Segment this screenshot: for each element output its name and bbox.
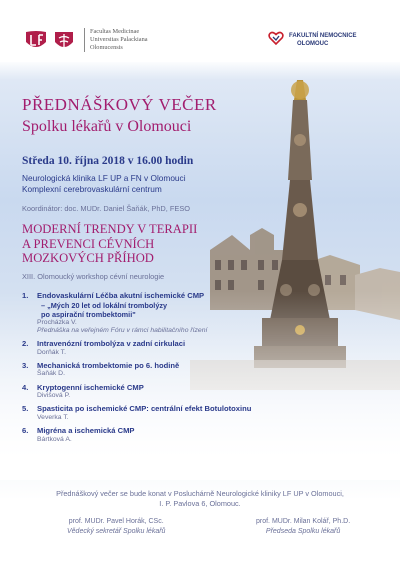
program-list bbox=[22, 291, 272, 448]
coordinator: Koordinátor: doc. MUDr. Daniel Šaňák, PhD, FESO bbox=[22, 204, 191, 213]
program-author: Šaňák D. bbox=[37, 370, 65, 378]
program-title: Mechanická trombektomie po 6. hodině bbox=[37, 360, 180, 370]
hospital-line-1: FAKULTNÍ NEMOCNICE bbox=[289, 33, 357, 39]
header bbox=[0, 0, 400, 62]
program-number: 6. bbox=[22, 426, 29, 436]
hospital-line-2: OLOMOUC bbox=[297, 40, 329, 47]
signature-secretary bbox=[67, 517, 165, 536]
poster-subtitle: Spolku lékařů v Olomouci bbox=[22, 118, 192, 135]
main-topic-line-3: MOZKOVÝCH PŘÍHOD bbox=[22, 251, 154, 265]
secretary-role: Vědecký sekretář Spolku lékařů bbox=[67, 527, 166, 535]
program-title: Migréna a ischemická CMP bbox=[37, 426, 135, 436]
program-title: Endovaskulární Léčba akutní ischemické CMP bbox=[37, 291, 205, 300]
faculty-logo-icon bbox=[22, 30, 50, 52]
program-title: Intravenózní trombolýza v zadní cirkulaci bbox=[37, 339, 186, 349]
venue-line-2: Komplexní cerebrovaskulární centrum bbox=[22, 184, 162, 194]
hospital-name bbox=[289, 33, 357, 48]
program-item bbox=[22, 291, 272, 335]
program-item bbox=[22, 339, 272, 357]
program-title: Kryptogenní ischemické CMP bbox=[37, 382, 144, 392]
main-topic-line-2: A PREVENCI CÉVNÍCH bbox=[22, 236, 155, 251]
program-item bbox=[22, 404, 272, 422]
signature-chairman bbox=[256, 517, 350, 536]
program-subtitle-line-2: po aspirační trombektomii" bbox=[41, 309, 136, 319]
secretary-name: prof. MUDr. Pavel Horák, CSc. bbox=[68, 518, 164, 525]
program-number: 5. bbox=[22, 404, 29, 414]
poster-title: PŘEDNÁŠKOVÝ VEČER bbox=[22, 95, 217, 114]
program-item bbox=[22, 383, 272, 401]
venue-note-line-1: Přednáškový večer se bude konat v Posluchárně Neurologické kliniky LF UP v Olomouci, bbox=[56, 489, 344, 498]
program-author: Dorňák T. bbox=[37, 348, 66, 356]
program-author: Divišová P. bbox=[37, 392, 71, 400]
program-subtitle-line-1: – „Mých 20 let od lokální trombolýzy bbox=[41, 300, 168, 310]
program-author: Veverka T. bbox=[37, 413, 69, 421]
hospital-heart-icon bbox=[268, 30, 284, 46]
main-topic-line-1: MODERNÍ TRENDY V TERAPII bbox=[22, 222, 198, 236]
main-topic bbox=[22, 222, 197, 266]
faculty-line-1: Facultas Medicinae bbox=[90, 28, 140, 35]
faculty-line-2: Universitas Palackiana bbox=[90, 36, 148, 43]
faculty-name bbox=[84, 28, 148, 52]
chairman-name: prof. MUDr. Milan Kolář, Ph.D. bbox=[256, 518, 351, 525]
program-author: Procházka V. bbox=[37, 318, 77, 326]
faculty-line-3: Olomucensis bbox=[90, 44, 123, 51]
program-title: Spasticita po ischemické CMP: centrální efekt Botulotoxinu bbox=[37, 404, 252, 414]
venue-line-1: Neurologická klinika LF UP a FN v Olomouci bbox=[22, 173, 186, 183]
program-note: Přednáška na veřejném Fóru v rámci habilitačního řízení bbox=[37, 326, 208, 334]
workshop-name: XIII. Olomoucký workshop cévní neurologie bbox=[22, 272, 165, 281]
program-item bbox=[22, 361, 272, 379]
program-author: Bártková A. bbox=[37, 435, 72, 443]
program-number: 2. bbox=[22, 339, 29, 349]
program-item bbox=[22, 426, 272, 444]
program-number: 1. bbox=[22, 291, 29, 300]
chairman-role: Předseda Spolku lékařů bbox=[265, 527, 341, 535]
university-logo-icon bbox=[53, 30, 75, 52]
event-date: Středa 10. října 2018 v 16.00 hodin bbox=[22, 155, 194, 167]
program-number: 3. bbox=[22, 360, 29, 370]
venue-note-line-2: I. P. Pavlova 6, Olomouc. bbox=[159, 499, 241, 508]
program-number: 4. bbox=[22, 382, 29, 392]
